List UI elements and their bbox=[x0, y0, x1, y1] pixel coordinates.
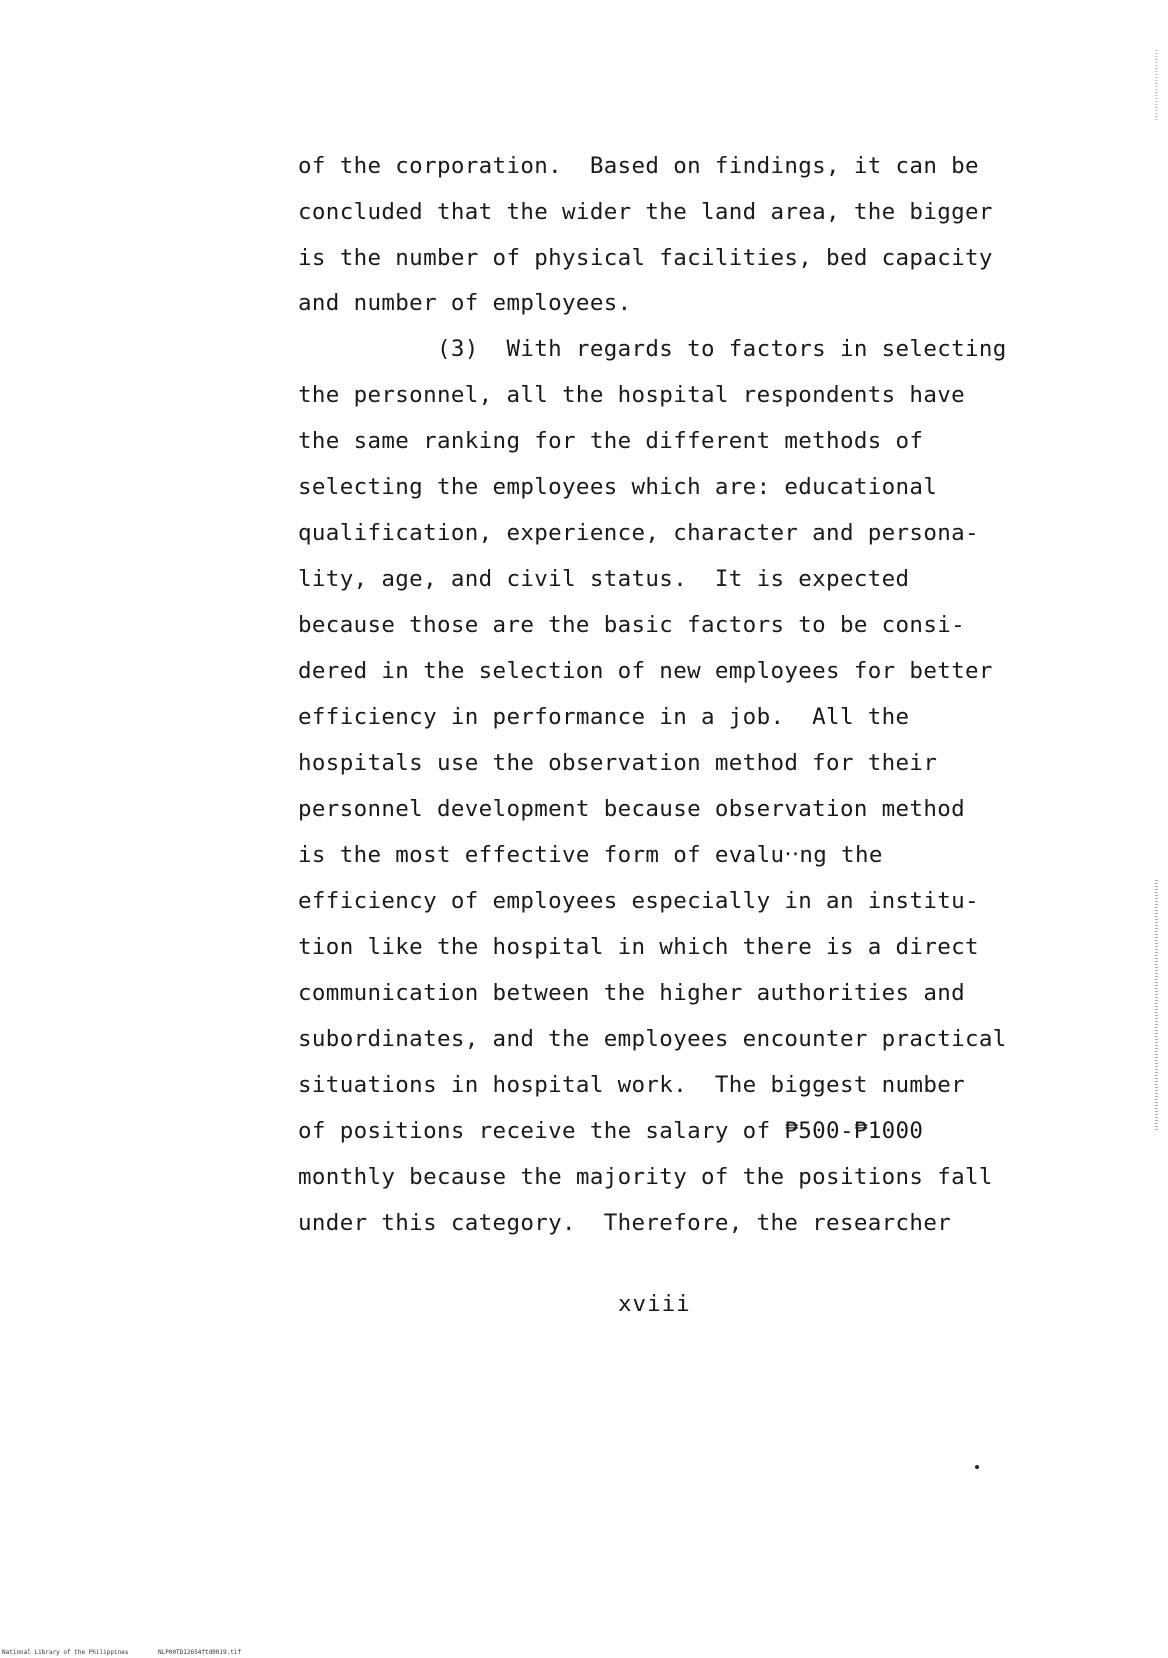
text-line-22: of positions receive the salary of ₱500-₱1000 bbox=[298, 1118, 924, 1144]
text-line-8: selecting the employees which are: educational bbox=[298, 474, 938, 500]
text-line-17: efficiency of employees especially in an institu- bbox=[298, 888, 979, 914]
text-line-5: (3) With regards to factors in selecting bbox=[298, 336, 1007, 362]
text-line-9: qualification, experience, character and persona- bbox=[298, 520, 979, 546]
scan-speck bbox=[975, 1465, 979, 1469]
text-line-10: lity, age, and civil status. It is expected bbox=[298, 566, 910, 592]
scan-edge-top bbox=[1155, 50, 1158, 120]
text-line-21: situations in hospital work. The biggest number bbox=[298, 1072, 966, 1098]
text-line-7: the same ranking for the different methods of bbox=[298, 428, 924, 454]
text-line-3: is the number of physical facilities, bed capacity bbox=[298, 245, 993, 271]
text-line-15: personnel development because observation method bbox=[298, 796, 966, 822]
scan-edge-right bbox=[1155, 880, 1158, 1130]
text-line-6: the personnel, all the hospital respondents have bbox=[298, 382, 966, 408]
text-line-1: of the corporation. Based on findings, it can be bbox=[298, 153, 979, 179]
text-line-18: tion like the hospital in which there is a direct bbox=[298, 934, 979, 960]
text-line-2: concluded that the wider the land area, the bigger bbox=[298, 199, 993, 225]
text-line-13: efficiency in performance in a job. All the bbox=[298, 704, 910, 730]
text-line-11: because those are the basic factors to be consi- bbox=[298, 612, 966, 638]
text-line-16: is the most effective form of evalu‧‧ng the bbox=[298, 842, 883, 868]
text-line-20: subordinates, and the employees encounter practical bbox=[298, 1026, 1007, 1052]
text-line-23: monthly because the majority of the positions fall bbox=[298, 1164, 993, 1190]
text-line-24: under this category. Therefore, the researcher bbox=[298, 1210, 952, 1236]
footer-file: NLP00TD12654ftd0019.tif bbox=[158, 1649, 242, 1656]
text-line-12: dered in the selection of new employees for better bbox=[298, 658, 993, 684]
text-line-19: communication between the higher authorities and bbox=[298, 980, 966, 1006]
page-number: xviii bbox=[618, 1291, 691, 1317]
text-line-4: and number of employees. bbox=[298, 290, 632, 316]
text-line-14: hospitals use the observation method for their bbox=[298, 750, 938, 776]
footer-library: National Library of the Philippines bbox=[2, 1649, 129, 1656]
